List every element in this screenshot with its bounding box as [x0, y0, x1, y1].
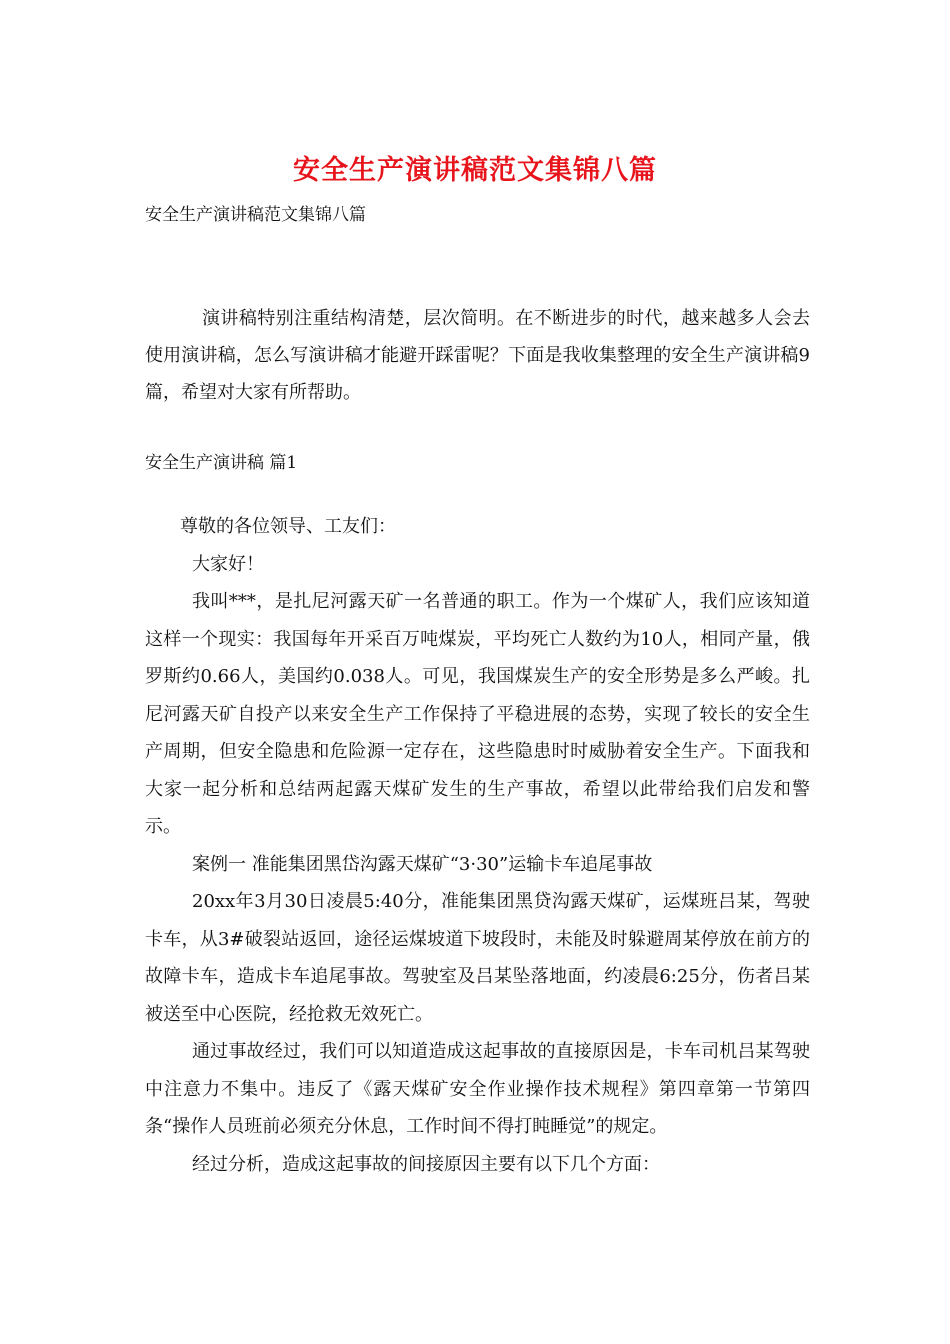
- intro-paragraph: [145, 300, 810, 411]
- paragraph-2: 20xx年3月30日凌晨5:40分，准能集团黑贷沟露天煤矿，运煤班吕某，驾驶卡车，从3#破裂站返回，途径运煤坡道下坡段时，未能及时躲避周某停放在前方的故障卡车，造成卡车追尾事故。驾驶室及吕某坠落地面，约凌晨6:25分，伤者吕某被送至中心医院，经抢救无效死亡。: [145, 891, 810, 1025]
- paragraph-4: 经过分析，造成这起事故的间接原因主要有以下几个方面：: [192, 1153, 660, 1175]
- document-title: 安全生产演讲稿范文集锦八篇: [293, 155, 657, 186]
- section-heading: 安全生产演讲稿 篇1: [145, 453, 298, 473]
- speech-body: [145, 508, 810, 1183]
- greeting: 大家好！: [192, 553, 264, 575]
- salutation: 尊敬的各位领导、工友们：: [180, 516, 396, 537]
- paragraph-1: 我叫***，是扎尼河露天矿一名普通的职工。作为一个煤矿人，我们应该知道这样一个现实：我国每年开采百万吨煤炭，平均死亡人数约为10人，相同产量，俄罗斯约0.66人，美国约0.038人。可见，我国煤炭生产的安全形势是多么严峻。扎尼河露天矿自投产以来安全生产工作保持了平稳进展的态势，实现了较长的安全生产周期，但安全隐患和危险源一定存在，这些隐患时时威胁着安全生产。下面我和大家一起分析和总结两起露天煤矿发生的生产事故，希望以此带给我们启发和警示。: [145, 591, 810, 837]
- intro-text: 演讲稿特别注重结构清楚，层次简明。在不断进步的时代，越来越多人会去使用演讲稿，怎么写演讲稿才能避开踩雷呢？下面是我收集整理的安全生产演讲稿9篇，希望对大家有所帮助。: [145, 308, 810, 403]
- document-subtitle: 安全生产演讲稿范文集锦八篇: [145, 205, 366, 225]
- case-heading: 案例一 准能集团黑岱沟露天煤矿“3·30”运输卡车追尾事故: [192, 853, 653, 875]
- paragraph-3: 通过事故经过，我们可以知道造成这起事故的直接原因是，卡车司机吕某驾驶中注意力不集中。违反了《露天煤矿安全作业操作技术规程》第四章第一节第四条“操作人员班前必须充分休息，工作时间不得打盹睡觉”的规定。: [145, 1041, 810, 1137]
